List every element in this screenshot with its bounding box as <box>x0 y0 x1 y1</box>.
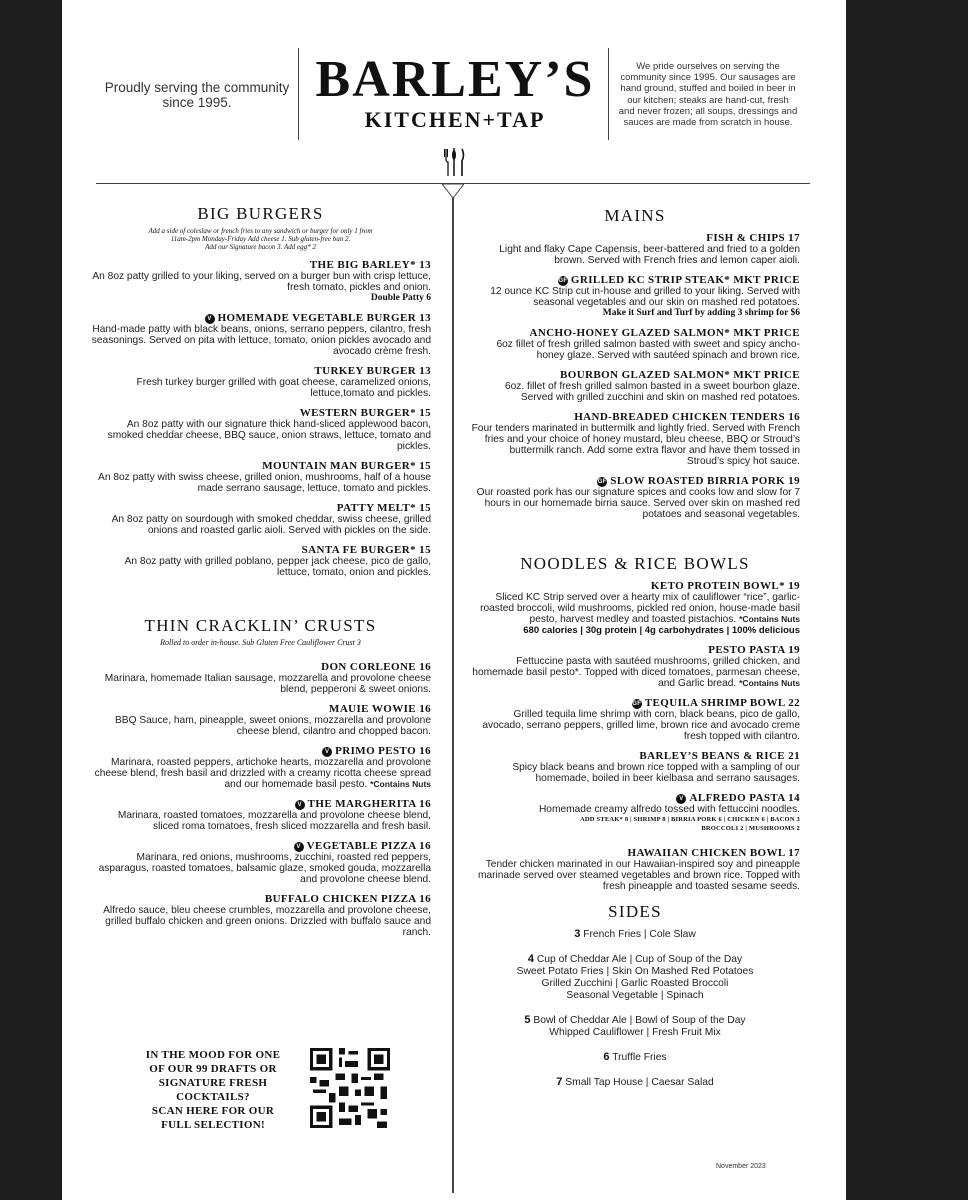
item-name: HAWAIIAN CHICKEN BOWL 17 <box>627 847 800 859</box>
burger-note <box>90 227 431 251</box>
addon-list: BROCCOLI 2 | MUSHROOMS 2 <box>701 825 800 832</box>
side-items: Seasonal Vegetable | Spinach <box>566 990 704 1001</box>
side-price: 6 <box>603 1051 610 1063</box>
item-description: Marinara, roasted peppers, artichoke hearts, mozzarella and provolone cheese blend, fresh basil and drizzled with a creamy ricotta cheese spread and our homemade basil pesto. <box>94 757 431 790</box>
wheat-fork-knife-icon <box>441 146 467 178</box>
item-name: THE MARGHERITA 16 <box>307 798 431 810</box>
item-name: PESTO PASTA 19 <box>708 644 800 656</box>
sides-group <box>470 953 800 1002</box>
side-line <box>470 1051 800 1064</box>
gluten-free-badge-icon: GF <box>558 278 568 284</box>
side-price: 4 <box>527 953 534 965</box>
divider-cap-icon <box>442 184 464 200</box>
side-line <box>470 1014 800 1027</box>
item-description: Spicy black beans and brown rice topped with a sampling of our homemade, boiled in beer kielbasa and serrano sausages. <box>512 762 800 784</box>
menu-item <box>470 847 800 892</box>
menu-item <box>470 750 800 784</box>
item-description: Marinara, roasted tomatoes, mozzarella and provolone cheese blend, sliced roma tomatoes, fresh sliced mozzarella and fresh basil. <box>117 810 431 832</box>
item-description: Alfredo sauce, bleu cheese crumbles, mozzarella and provolone cheese, grilled buffalo chicken and green onions. Drizzled with buffalo sauce and ranch. <box>103 905 431 938</box>
item-name: BARLEY’S BEANS & RICE 21 <box>639 750 800 762</box>
item-name-row <box>470 792 800 804</box>
item-description: An 8oz patty with our signature thick hand-sliced applewood bacon, smoked cheddar cheese, BBQ sauce, onion straws, lettuce, tomato and pickles. <box>107 419 431 452</box>
item-name: VEGETABLE PIZZA 16 <box>306 840 431 852</box>
promo-line: OF OUR 99 DRAFTS OR <box>149 1063 277 1075</box>
tagline-left: Proudly serving the community since 1995. <box>104 80 290 110</box>
contains-nuts-note: *Contains Nuts <box>370 779 431 789</box>
sides-group <box>470 1076 800 1089</box>
promo-line: IN THE MOOD FOR ONE <box>145 1049 281 1061</box>
addon-list: ADD STEAK* 8 | SHRIMP 8 | BIRRIA PORK 6 | CHICKEN 6 | BACON 3 <box>580 816 800 823</box>
logo-subtitle: KITCHEN+TAP <box>364 107 546 132</box>
item-extra: Make it Surf and Turf by adding 3 shrimp for $6 <box>602 308 800 318</box>
item-description: Light and flaky Cape Capensis, beer-battered and fried to a golden brown. Served with French fries and lemon caper aioli. <box>499 244 800 266</box>
qr-code-icon[interactable] <box>310 1048 390 1128</box>
section-title-big-burgers: BIG BURGERS <box>197 204 324 223</box>
item-description: Fresh turkey burger grilled with goat cheese, caramelized onions, lettuce,tomato and pickles. <box>136 377 431 399</box>
item-description: Fettuccine pasta with sautéed mushrooms, grilled chicken, and homemade basil pesto*. Topped with diced tomatoes, parmesan cheese, and Garlic bread. <box>472 656 800 689</box>
column-divider <box>452 183 454 1193</box>
item-description: An 8oz patty with grilled poblano, pepper jack cheese, pico de gallo, lettuce, tomato, onion and pickles. <box>124 556 431 578</box>
burger-note-line: Add our Signature bacon 3. Add egg* 2 <box>205 243 316 251</box>
side-line <box>470 953 800 966</box>
item-name-row <box>470 475 800 487</box>
item-description: An 8oz patty grilled to your liking, served on a burger bun with crisp lettuce, fresh tomato, pickles and onion. <box>92 271 431 293</box>
item-name: BOURBON GLAZED SALMON* MKT PRICE <box>560 369 800 381</box>
sides-section <box>470 902 800 1089</box>
item-name: TEQUILA SHRIMP BOWL 22 <box>644 697 800 709</box>
item-description-row <box>470 592 800 625</box>
item-name: DON CORLEONE 16 <box>321 661 431 673</box>
menu-item <box>90 312 431 357</box>
item-name: GRILLED KC STRIP STEAK* MKT PRICE <box>570 274 800 286</box>
item-name-row <box>90 840 431 852</box>
promo-line: COCKTAILS? <box>176 1091 250 1103</box>
item-description: BBQ Sauce, ham, pineapple, sweet onions, mozzarella and provolone cheese blend, cilantro and chopped bacon. <box>114 715 431 737</box>
left-column <box>90 204 431 938</box>
right-column <box>470 206 800 1089</box>
item-name: KETO PROTEIN BOWL* 19 <box>650 580 800 592</box>
gluten-free-badge-icon: GF <box>597 479 607 485</box>
side-items: Bowl of Cheddar Ale | Bowl of Soup of the Day <box>533 1015 746 1026</box>
menu-item <box>90 502 431 536</box>
contains-nuts-note: *Contains Nuts <box>739 614 800 624</box>
vegetarian-badge-icon: V <box>322 747 332 757</box>
sides-group <box>470 1014 800 1039</box>
menu-item <box>90 798 431 832</box>
item-name-row <box>90 312 431 324</box>
logo-title: BARLEY’S <box>315 51 595 108</box>
crusts-note: Rolled to order in-house. Sub Gluten Free Cauliflower Crust 3 <box>160 638 361 647</box>
item-name-row <box>470 274 800 286</box>
item-name: HOMEMADE VEGETABLE BURGER 13 <box>217 312 431 324</box>
drinks-promo <box>134 1048 292 1132</box>
item-name: MOUNTAIN MAN BURGER* 15 <box>262 460 431 472</box>
item-description-row <box>470 656 800 689</box>
item-name: PATTY MELT* 15 <box>336 502 431 514</box>
item-name: MAUIE WOWIE 16 <box>329 703 431 715</box>
item-description: Marinara, red onions, mushrooms, zucchini, roasted red peppers, asparagus, roasted tomatoes, balsamic glaze, smoked gouda, mozzarella and provolone cheese blend. <box>98 852 431 885</box>
burger-note-line: Add a side of coleslaw or french fries to any sandwich or burger for only 1 from <box>148 227 373 235</box>
menu-item <box>90 259 431 304</box>
menu-item <box>470 475 800 520</box>
menu-item <box>90 407 431 452</box>
item-description: 12 ounce KC Strip cut in-house and grilled to your liking. Served with seasonal vegetables and our skin on mashed red potatoes. <box>490 286 800 308</box>
item-description: Sliced KC Strip served over a hearty mix of cauliflower “rice”, garlic-roasted broccoli, wild mushrooms, pickled red onion, house-made basil pesto, harvest medley and toasted pistachios. <box>480 592 800 625</box>
item-description: Four tenders marinated in buttermilk and lightly fried. Served with French fries and your choice of honey mustard, bleu cheese, BBQ or Stroud’s buttermilk ranch. Add some extra flavor and have them tossed in Stroud’s spicy hot sauce. <box>471 423 800 467</box>
promo-line: SCAN HERE FOR OUR <box>151 1105 275 1117</box>
item-name: SANTA FE BURGER* 15 <box>301 544 431 556</box>
item-name-row <box>90 745 431 757</box>
item-description: Our roasted pork has our signature spices and cooks low and slow for 7 hours in our homemade birria sauce. Served over skin on mashed red potatoes and seasonal vegetables. <box>476 487 800 520</box>
menu-item <box>90 893 431 938</box>
menu-item <box>470 232 800 266</box>
side-items: Grilled Zucchini | Garlic Roasted Broccoli <box>541 978 729 989</box>
item-name: ANCHO-HONEY GLAZED SALMON* MKT PRICE <box>529 327 800 339</box>
menu-item <box>470 792 800 833</box>
menu-item <box>470 697 800 742</box>
logo <box>302 52 608 132</box>
header-divider-left <box>298 48 299 140</box>
promo-line: FULL SELECTION! <box>161 1119 265 1131</box>
side-items: French Fries | Cole Slaw <box>583 929 696 940</box>
side-line <box>470 928 800 941</box>
vegetarian-badge-icon: V <box>294 842 304 852</box>
item-name: BUFFALO CHICKEN PIZZA 16 <box>264 893 431 905</box>
menu-item <box>90 745 431 790</box>
item-description: Grilled tequila lime shrimp with corn, black beans, pico de gallo, avocado, serrano peppers, grilled lime, brown rice and avocado creme fresh topped with cilantro. <box>482 709 800 742</box>
item-name: PRIMO PESTO 16 <box>335 745 431 757</box>
item-description: 6oz fillet of fresh grilled salmon basted with sweet and spicy ancho-honey glaze. Served with sautéed spinach and brown rice. <box>496 339 800 361</box>
item-description: Homemade creamy alfredo tossed with fettuccini noodles. <box>538 804 800 815</box>
side-items: Whipped Cauliflower | Fresh Fruit Mix <box>549 1027 721 1038</box>
side-items: Small Tap House | Caesar Salad <box>565 1077 714 1088</box>
item-name: SLOW ROASTED BIRRIA PORK 19 <box>610 475 800 487</box>
side-price: 3 <box>574 928 581 940</box>
item-description: Marinara, homemade Italian sausage, mozzarella and provolone cheese blend, pepperoni & sweet onions. <box>104 673 431 695</box>
menu-date: November 2023 <box>716 1163 766 1170</box>
header-divider-right <box>608 48 609 140</box>
side-items: Truffle Fries <box>612 1052 667 1063</box>
tagline-right: We pride ourselves on serving the community since 1995. Our sausages are hand ground, stuffed and boiled in beer in our kitchen; steaks are hand-cut, fresh and never frozen; all soups, dressings and sauces are made from scratch in house. <box>618 61 798 129</box>
item-extra: Double Patty 6 <box>370 293 431 303</box>
item-description: An 8oz patty with swiss cheese, grilled onion, mushrooms, half of a house made serrano sausage, lettuce, tomato and pickles. <box>98 472 431 494</box>
item-description: Hand-made patty with black beans, onions, serrano peppers, cilantro, fresh seasonings. Served on pita with lettuce, tomato, onion pickles avocado and avocado crème fresh. <box>91 324 431 357</box>
item-name: FISH & CHIPS 17 <box>706 232 800 244</box>
item-description: 6oz. fillet of fresh grilled salmon basted in a sweet bourbon glaze. Served with grilled zucchini and skin on mashed red potatoes. <box>504 381 800 403</box>
menu-item <box>90 544 431 578</box>
menu-item <box>90 703 431 737</box>
sides-group <box>470 928 800 941</box>
item-description: Tender chicken marinated in our Hawaiian-inspired soy and pineapple marinade served over steamed vegetables and brown rice. Topped with fresh pineapple and toasted sesame seeds. <box>477 859 800 892</box>
menu-item <box>470 411 800 467</box>
vegetarian-badge-icon: V <box>295 800 305 810</box>
item-name-row <box>470 697 800 709</box>
item-name-row <box>90 798 431 810</box>
side-items: Sweet Potato Fries | Skin On Mashed Red Potatoes <box>516 966 754 977</box>
menu-page <box>62 0 846 1200</box>
item-name: THE BIG BARLEY* 13 <box>309 259 431 271</box>
menu-item <box>470 644 800 689</box>
menu-item <box>90 661 431 695</box>
vegetarian-badge-icon: V <box>205 314 215 324</box>
promo-line: SIGNATURE FRESH <box>158 1077 268 1089</box>
menu-item <box>470 369 800 403</box>
side-line <box>470 1076 800 1089</box>
menu-item <box>470 274 800 319</box>
item-name: ALFREDO PASTA 14 <box>689 792 800 804</box>
side-price: 5 <box>524 1014 531 1026</box>
item-description: An 8oz patty on sourdough with smoked cheddar, swiss cheese, grilled onions and roasted garlic aioli. Served with pickles on the side. <box>111 514 431 536</box>
vegetarian-badge-icon: V <box>676 794 686 804</box>
side-items: Cup of Cheddar Ale | Cup of Soup of the Day <box>536 954 743 965</box>
section-title-crusts: THIN CRACKLIN’ CRUSTS <box>144 616 377 635</box>
menu-item <box>90 840 431 885</box>
item-name: TURKEY BURGER 13 <box>314 365 431 377</box>
item-name: WESTERN BURGER* 15 <box>299 407 431 419</box>
item-description-row <box>90 757 431 790</box>
side-price: 7 <box>556 1076 563 1088</box>
menu-item <box>470 580 800 636</box>
sides-group <box>470 1051 800 1064</box>
menu-item <box>470 327 800 361</box>
section-title-sides: SIDES <box>608 902 662 921</box>
burger-note-line: 11am-2pm Monday-Friday Add cheese 1. Sub gluten-free bun 2. <box>170 235 351 243</box>
gluten-free-badge-icon: GF <box>632 701 642 707</box>
nutrition-info: 680 calories | 30g protein | 4g carbohydrates | 100% delicious <box>523 625 800 636</box>
section-title-bowls: NOODLES & RICE BOWLS <box>520 554 750 573</box>
item-name: HAND-BREADED CHICKEN TENDERS 16 <box>574 411 800 423</box>
section-title-mains: MAINS <box>604 206 666 225</box>
menu-item <box>90 460 431 494</box>
menu-item <box>90 365 431 399</box>
contains-nuts-note: *Contains Nuts <box>739 678 800 688</box>
